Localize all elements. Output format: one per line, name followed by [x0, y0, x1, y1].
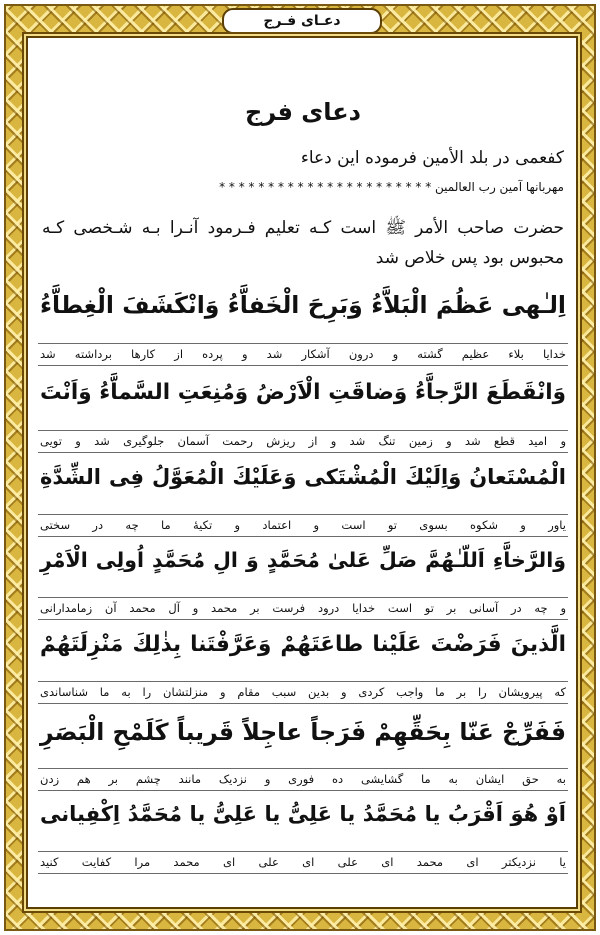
intro-line-2	[219, 180, 564, 194]
divider-line	[38, 514, 568, 515]
divider-line	[38, 768, 568, 769]
intro-line-1: کفعمی در بلد الأمین فرموده این دعاء	[300, 148, 564, 168]
divider-line	[38, 681, 568, 682]
divider-line	[38, 365, 568, 366]
verse-translation-7: یا نزدیکتر ای محمد ای علی ای علی ای محمد مرا کفایت کنید	[40, 855, 566, 869]
verse-arabic-2: وَانْقَطَعَ الرَّجاَّءُ وَضاقَتِ الْاَرْضُ وَمُنِعَتِ السَّماَّءُ وَاَنْتَ	[40, 380, 566, 405]
divider-line	[38, 597, 568, 598]
verse-translation-3: یاور و شکوه بسوی تو است و اعتماد و تکیهٔ ما چه در سختی	[40, 518, 566, 532]
intro-line-2-text: مهربانها آمین رب العالمین	[435, 180, 564, 194]
divider-line	[38, 703, 568, 704]
divider-line	[38, 790, 568, 791]
verse-arabic-1: اِلـٰهی عَظُمَ الْبَلاَّءُ وَبَرِحَ الْخَفاَّءُ وَانْكَشَفَ الْغِطاَّءُ	[40, 291, 566, 319]
divider-line	[38, 343, 568, 344]
verse-translation-5: که پیرویشان را بر ما واجب کردی و بدین سبب مقام و منزلتشان را به ما شناساندی	[40, 685, 566, 699]
divider-line	[38, 619, 568, 620]
verse-arabic-6: فَفَرِّجْ عَنّا بِحَقِّهِمْ فَرَجاً عاجِلاً قَريباً كَلَمْحِ الْبَصَرِ	[40, 718, 566, 746]
divider-line	[38, 536, 568, 537]
page-content	[26, 36, 578, 909]
intro-line-3: حضرت صاحب الأمر ﷺ است کـه تعلیم فـرمود آنـرا بـه شـخصی کـه محبوس بود پس خلاص شد	[42, 218, 564, 268]
divider-line	[38, 452, 568, 453]
verse-arabic-5: الَّذينَ فَرَضْتَ عَلَيْنا طاعَتَهُمْ وَعَرَّفْتَنا بِذٰلِكَ مَنْزِلَتَهُمْ	[40, 632, 566, 657]
page-title: دعای فرج	[244, 98, 361, 126]
verse-arabic-7: اَوْ هُوَ اَقْرَبُ يا مُحَمَّدُ يا عَلِىُّ يا عَلِىُّ يا مُحَمَّدُ اِكْفِيانى	[40, 802, 566, 826]
divider-line	[38, 851, 568, 852]
verse-translation-2: و امید قطع شد و زمین تنگ شد و از ریزش رحمت آسمان جلوگیری شد و تویی	[40, 434, 566, 448]
verse-translation-6: به حق ایشان به ما گشایشی ده فوری و نزدیک مانند چشم بر هم زدن	[40, 772, 566, 786]
stars-divider: * * * * * * * * * * * * * * * * * * * * * *	[219, 180, 432, 194]
divider-line	[38, 430, 568, 431]
header-tab: دعـای فـرج	[222, 8, 382, 34]
verse-translation-4: و چه در آسانی بر تو است خدایا درود فرست بر محمد و آل محمد آن زمامدارانی	[40, 601, 566, 615]
verse-translation-1: خدایا بلاء عظیم گشته و درون آشکار شد و پرده از کارها برداشته شد	[40, 347, 566, 361]
verse-arabic-4: وَالرَّخاَّءِ اَللّـٰهُمَّ صَلِّ عَلىٰ مُحَمَّدٍ وَ الِ مُحَمَّدٍ اُولِى الْاَمْرِ	[40, 548, 566, 572]
verse-arabic-3: الْمُسْتَعانُ وَاِلَيْكَ الْمُشْتَكى وَعَلَيْكَ الْمُعَوَّلُ فِى الشِّدَّةِ	[40, 465, 566, 489]
divider-line	[38, 873, 568, 874]
